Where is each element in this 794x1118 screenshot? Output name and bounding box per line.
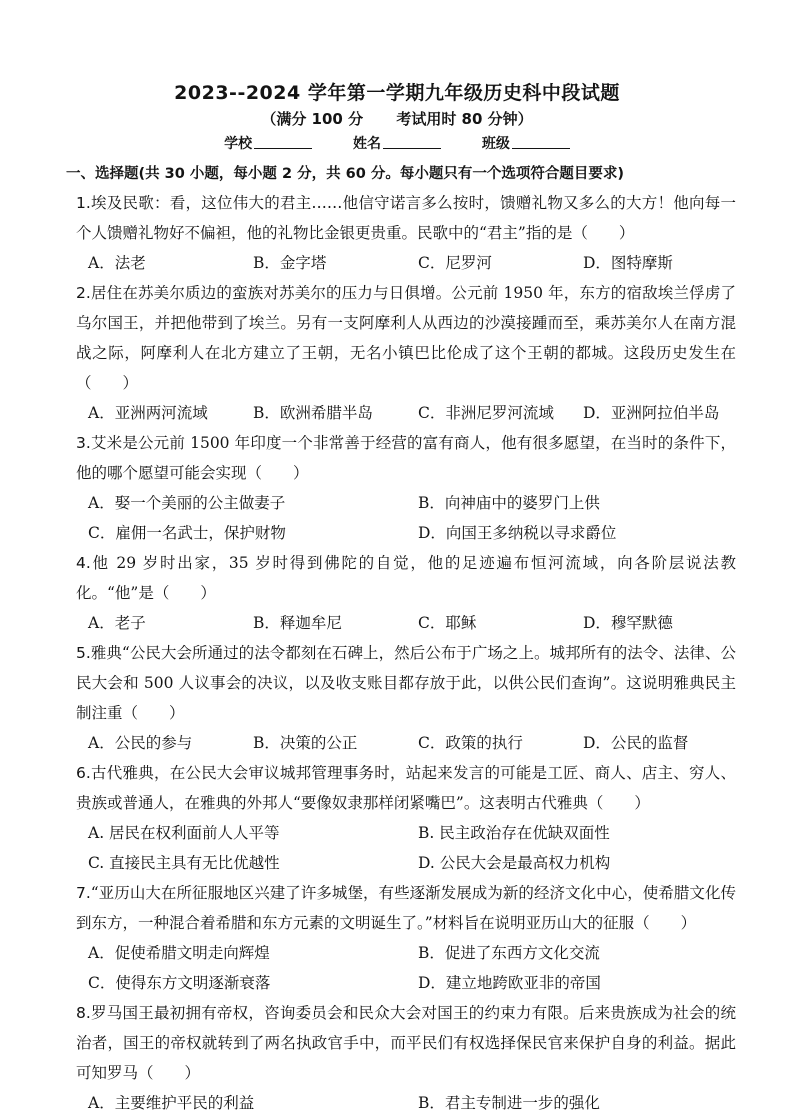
question-7 (76, 878, 736, 998)
question-stem (76, 638, 736, 728)
school-label: 学校 (224, 136, 253, 152)
class-label: 班级 (481, 136, 510, 152)
question-text: “亚历山大在所征服地区兴建了许多城堡，有些逐渐发展成为新的经济文化中心，使希腊文化传到东方，一种混合着希腊和东方元素的文明诞生了。”材料旨在说明亚历山大的征服（ ） (76, 884, 736, 932)
option-c[interactable]: C. 直接民主具有无比优越性 (88, 854, 280, 872)
option-list (76, 1088, 736, 1118)
section-heading: 一、选择题(共 30 小题，每小题 2 分，共 60 分。每小题只有一个选项符合题目要求) (66, 166, 624, 182)
question-text: 他 29 岁时出家，35 岁时得到佛陀的自觉，他的足迹遍布恒河流域，向各阶层说法教化。“他”是（ ） (76, 554, 736, 602)
question-number: 2. (76, 284, 91, 302)
question-stem (76, 548, 736, 608)
option-b[interactable]: B. 民主政治存在优缺双面性 (418, 824, 610, 842)
question-1 (76, 188, 736, 278)
question-text: 艾米是公元前 1500 年印度一个非常善于经营的富有商人，他有很多愿望，在当时的条件下，他的哪个愿望可能会实现（ ） (76, 434, 736, 482)
question-text: 古代雅典，在公民大会审议城邦管理事务时，站起来发言的可能是工匠、商人、店主、穷人、贵族或普通人，在雅典的外邦人“要像奴隶那样闭紧嘴巴”。这表明古代雅典（ ） (76, 764, 736, 812)
question-number: 4. (76, 554, 91, 572)
option-a[interactable]: A. 居民在权利面前人人平等 (88, 824, 280, 842)
school-field (224, 133, 312, 153)
option-list (76, 938, 736, 998)
option-b[interactable]: B．欧洲希腊半岛 (253, 404, 373, 422)
question-3 (76, 428, 736, 548)
option-b[interactable]: B．促进了东西方文化交流 (418, 944, 600, 962)
option-a[interactable]: A．法老 (88, 254, 146, 272)
option-a[interactable]: A．老子 (88, 614, 146, 632)
option-a[interactable]: A．促使希腊文明走向辉煌 (88, 944, 270, 962)
question-text: 雅典“公民大会所通过的法令都刻在石碑上，然后公布于广场之上。城邦所有的法令、法律、公民大会和 500 人议事会的决议，以及收支账目都存放于此，以供公民们查询”。这说明雅典民主制注重（ ） (76, 644, 736, 722)
name-field (353, 133, 441, 153)
option-list (76, 248, 736, 278)
name-label: 姓名 (353, 136, 381, 152)
option-d[interactable]: D．亚洲阿拉伯半岛 (583, 404, 720, 422)
option-b[interactable]: B．向神庙中的婆罗门上供 (418, 494, 600, 512)
question-stem (76, 758, 736, 818)
option-a[interactable]: A．公民的参与 (88, 734, 193, 752)
question-4 (76, 548, 736, 638)
question-stem (76, 428, 736, 488)
question-stem (76, 278, 736, 398)
option-c[interactable]: C．雇佣一名武士，保护财物 (88, 524, 286, 542)
option-a[interactable]: A．娶一个美丽的公主做妻子 (88, 494, 286, 512)
option-list (76, 488, 736, 548)
exam-time: 考试用时 80 分钟） (396, 110, 533, 128)
option-c[interactable]: C．尼罗河 (418, 254, 492, 272)
option-d[interactable]: D．图特摩斯 (583, 254, 673, 272)
question-stem (76, 998, 736, 1088)
question-number: 5. (76, 644, 91, 662)
question-stem (76, 188, 736, 248)
question-number: 7. (76, 884, 91, 902)
question-text: 居住在苏美尔质边的蛮族对苏美尔的压力与日俱增。公元前 1950 年，东方的宿敌埃兰俘虏了乌尔国王，并把他带到了埃兰。另有一支阿摩利人从西边的沙漠接踵而至，乘苏美尔人在南方混战之际，阿摩利人在北方建立了王朝，无名小镇巴比伦成了这个王朝的都城。这段历史发生在（ ） (76, 284, 736, 392)
question-number: 1. (76, 194, 91, 212)
option-b[interactable]: B．君主专制进一步的强化 (418, 1094, 600, 1112)
question-8 (76, 998, 736, 1118)
option-d[interactable]: D．穆罕默德 (583, 614, 673, 632)
school-blank[interactable] (254, 136, 312, 149)
question-number: 8. (76, 1004, 91, 1022)
question-list (76, 188, 736, 1118)
option-list (76, 728, 736, 758)
option-d[interactable]: D．建立地跨欧亚非的帝国 (418, 974, 601, 992)
option-b[interactable]: B．释迦牟尼 (253, 614, 342, 632)
question-5 (76, 638, 736, 758)
question-stem (76, 878, 736, 938)
question-number: 6. (76, 764, 91, 782)
question-number: 3. (76, 434, 91, 452)
question-text: 埃及民歌：看，这位伟大的君主……他信守诺言多么按时，馈赠礼物又多么的大方！他向每一个人馈赠礼物好不偏袒，他的礼物比金银更贵重。民歌中的“君主”指的是（ ） (76, 194, 736, 242)
option-a[interactable]: A．主要维护平民的利益 (88, 1094, 255, 1112)
question-6 (76, 758, 736, 878)
option-d[interactable]: D．公民的监督 (583, 734, 689, 752)
option-a[interactable]: A．亚洲两河流域 (88, 404, 208, 422)
class-field (482, 133, 570, 153)
option-list (76, 608, 736, 638)
option-list (76, 818, 736, 878)
option-list (76, 398, 736, 428)
question-2 (76, 278, 736, 428)
option-c[interactable]: C．耶稣 (418, 614, 477, 632)
exam-title: 2023--2024 学年第一学期九年级历史科中段试题 (174, 82, 620, 104)
option-b[interactable]: B．决策的公正 (253, 734, 358, 752)
option-d[interactable]: D．向国王多纳税以寻求爵位 (418, 524, 617, 542)
option-b[interactable]: B．金字塔 (253, 254, 327, 272)
name-blank[interactable] (383, 136, 441, 149)
student-info-line (0, 133, 794, 153)
option-c[interactable]: C．非洲尼罗河流域 (418, 404, 554, 422)
full-score: （满分 100 分 (261, 110, 364, 128)
question-text: 罗马国王最初拥有帝权，咨询委员会和民众大会对国王的约束力有限。后来贵族成为社会的统治者，国王的帝权就转到了两名执政官手中，而平民们有权选择保民官来保护自身的利益。据此可知罗马（ ） (76, 1004, 736, 1082)
exam-subtitle (0, 108, 794, 129)
option-d[interactable]: D. 公民大会是最高权力机构 (418, 854, 611, 872)
class-blank[interactable] (512, 136, 570, 149)
option-c[interactable]: C．使得东方文明逐渐衰落 (88, 974, 271, 992)
option-c[interactable]: C．政策的执行 (418, 734, 523, 752)
